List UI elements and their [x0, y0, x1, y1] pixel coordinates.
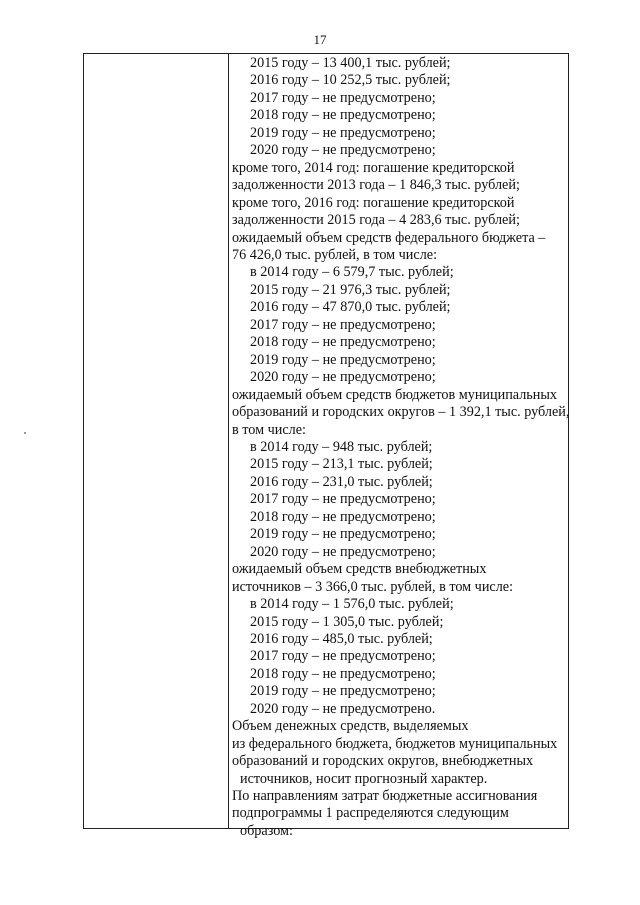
text-line: 2016 году – 47 870,0 тыс. рублей;	[250, 299, 451, 316]
text-line: источников – 3 366,0 тыс. рублей, в том числе:	[232, 578, 514, 595]
text-line: 2016 году – 10 252,5 тыс. рублей;	[250, 72, 451, 89]
text-line: 2020 году – не предусмотрено.	[250, 700, 436, 717]
text-line: в том числе:	[232, 421, 306, 438]
text-line: 2019 году – не предусмотрено;	[250, 526, 436, 543]
text-line: ожидаемый объем средств федерального бюджета –	[232, 229, 546, 246]
text-line: 2016 году – 485,0 тыс. рублей;	[250, 630, 433, 647]
text-line: 2016 году – 231,0 тыс. рублей;	[250, 473, 433, 490]
text-line: Объем денежных средств, выделяемых	[232, 718, 469, 735]
text-line: 2020 году – не предусмотрено;	[250, 543, 436, 560]
text-line: 2019 году – не предусмотрено;	[250, 351, 436, 368]
text-line: 76 426,0 тыс. рублей, в том числе:	[232, 246, 438, 263]
text-line: 2015 году – 1 305,0 тыс. рублей;	[250, 613, 444, 630]
text-line: 2015 году – 213,1 тыс. рублей;	[250, 456, 433, 473]
table-cell-content	[232, 55, 570, 840]
text-line: в 2014 году – 1 576,0 тыс. рублей;	[250, 596, 454, 613]
text-line: кроме того, 2016 год: погашение кредиторской	[232, 194, 515, 211]
text-line: образований и городских округов, внебюджетных	[232, 753, 534, 770]
margin-mark	[24, 432, 26, 434]
text-line: 2015 году – 21 976,3 тыс. рублей;	[250, 281, 451, 298]
text-line: в 2014 году – 6 579,7 тыс. рублей;	[250, 264, 454, 281]
text-line: в 2014 году – 948 тыс. рублей;	[250, 438, 433, 455]
text-line: 2018 году – не предусмотрено;	[250, 107, 436, 124]
text-line: 2018 году – не предусмотрено;	[250, 665, 436, 682]
text-line: подпрограммы 1 распределяются следующим	[232, 805, 509, 822]
text-line: задолженности 2013 года – 1 846,3 тыс. рублей;	[232, 177, 520, 194]
text-line: 2018 году – не предусмотрено;	[250, 508, 436, 525]
text-line: образом:	[240, 822, 293, 839]
text-line: ожидаемый объем средств бюджетов муниципальных	[232, 386, 557, 403]
text-line: из федерального бюджета, бюджетов муниципальных	[232, 735, 558, 752]
text-line: источников, носит прогнозный характер.	[240, 770, 488, 787]
text-line: образований и городских округов – 1 392,1 тыс. рублей,	[232, 404, 570, 421]
text-line: 2020 году – не предусмотрено;	[250, 369, 436, 386]
text-line: 2017 году – не предусмотрено;	[250, 316, 436, 333]
text-line: 2019 году – не предусмотрено;	[250, 124, 436, 141]
text-line: 2017 году – не предусмотрено;	[250, 648, 436, 665]
text-line: 2017 году – не предусмотрено;	[250, 491, 436, 508]
text-line: кроме того, 2014 год: погашение кредиторской	[232, 159, 515, 176]
text-line: задолженности 2015 года – 4 283,6 тыс. рублей;	[232, 212, 520, 229]
text-line: ожидаемый объем средств внебюджетных	[232, 561, 487, 578]
text-line: По направлениям затрат бюджетные ассигнования	[232, 788, 538, 805]
column-divider	[228, 53, 229, 829]
text-line: 2020 году – не предусмотрено;	[250, 142, 436, 159]
page-number: 17	[313, 32, 327, 47]
text-line: 2017 году – не предусмотрено;	[250, 89, 436, 106]
text-line: 2019 году – не предусмотрено;	[250, 683, 436, 700]
text-line: 2015 году – 13 400,1 тыс. рублей;	[250, 55, 451, 71]
text-line: 2018 году – не предусмотрено;	[250, 334, 436, 351]
